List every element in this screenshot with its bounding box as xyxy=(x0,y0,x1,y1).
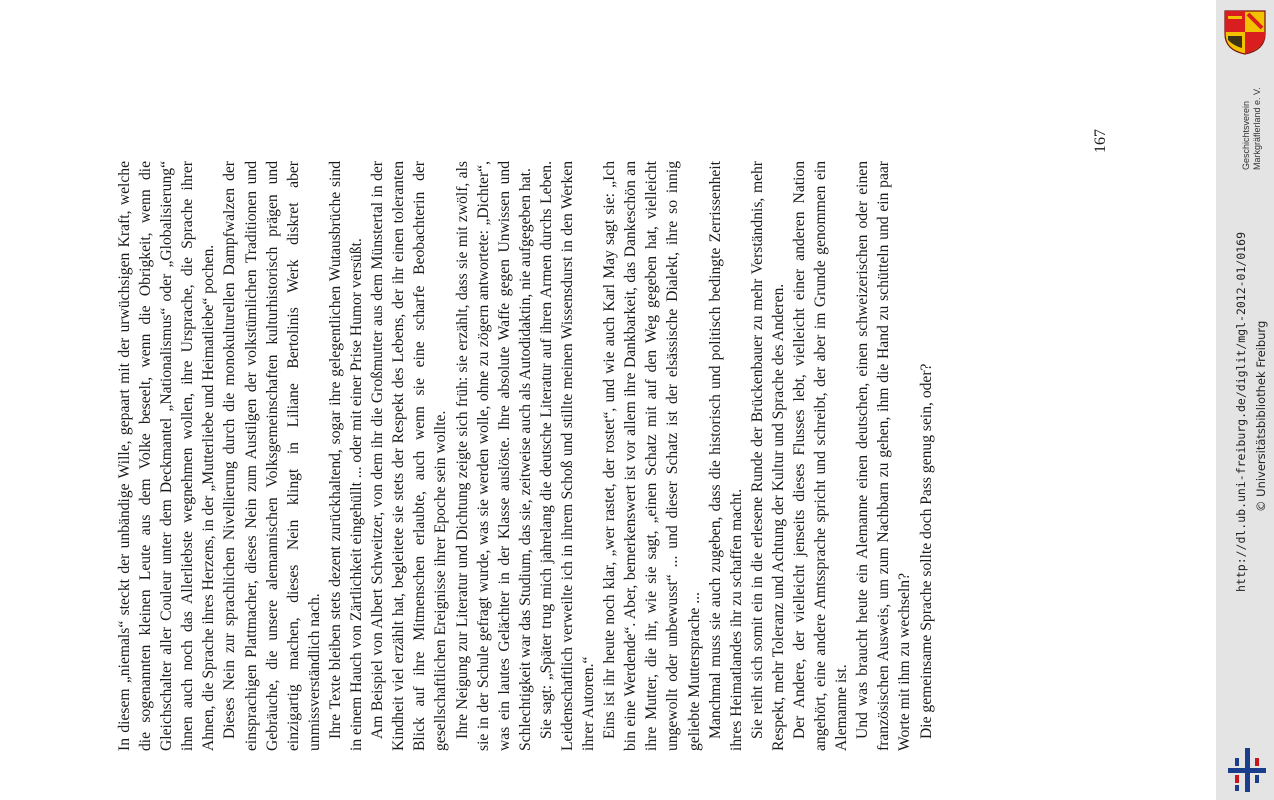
book-page xyxy=(80,47,1110,751)
page-number: 167 xyxy=(1092,129,1109,153)
society-line2: Markgräflerland e. V. xyxy=(1252,87,1262,170)
paragraph: Der Andere, der vielleicht jenseits dieses Flusses lebt, vielleicht einer anderen Nation angehört, eine andere Amtssprache spricht und schreibt, der aber im Grunde genommen ein Alemanne ist. xyxy=(791,161,851,751)
paragraph: Manchmal muss sie auch zugeben, dass die historisch und politisch bedingte Zerrissenheit ihres Heimatlandes ihr zu schaffen macht. xyxy=(706,161,745,751)
paragraph: Eins ist ihr heute noch klar, „wer rastet, der rostet“, und wie auch Karl May sagt sie: „Ich bin eine Werdende“. Aber, bemerkenswert ist vor allem ihre Dankbarkeit, das Dankeschön an ihre Mutter, die ihr, wie sie sagt, „einen Schatz mit auf den Weg gegeben hat, vielleicht ungewollt oder unbewusst“ ... und dieser Schatz ist der elsässische Dialekt, ihre so innig geliebte Muttersprache ... xyxy=(601,161,703,751)
society-label xyxy=(1241,70,1271,170)
society-line1: Geschichtsverein xyxy=(1241,100,1251,170)
paragraph: Und was braucht heute ein Alemanne einen deutschen, einen schweizerischen oder einen französischen Ausweis, um zum Nachbarn zu gehen, ihm die Hand zu schütteln und ein paar Worte mit ihm zu wechseln? xyxy=(854,161,914,751)
copyright-label: © Universitätsbibliothek Freiburg xyxy=(1254,320,1268,512)
paragraph: Ihre Texte bleiben stets dezent zurückhaltend, sogar ihre gelegentlichen Wutausbrüche sind in einem Hauch von Zärtlichkeit eingehüllt ... oder mit einer Prise Humor versüßt. xyxy=(326,161,366,751)
paragraph: Ihre Neigung zur Literatur und Dichtung zeigte sich früh: sie erzählt, dass sie mit zwölf, als sie in der Schule gefragt wurde, was sie werden wolle, ohne zu zögern antwortete: „Dichter“, was ein lautes Gelächter in der Klasse auslöste. Ihre absolute Waffe gegen Unwissen und Schlechtigkeit war das Studium, das sie, zeitweise auch als Autodidaktin, nie aufgegeben hat. xyxy=(453,161,534,751)
paragraph: Am Beispiel von Albert Schweitzer, von dem ihr die Großmutter aus dem Münstertal in der Kindheit viel erzählt hat, begleitete sie stets der Respekt des Lebens, der ihr einen toleranten Blick auf ihre Mitmenschen erlaubte, auch wenn sie eine scharfe Beobachterin der gesellschaftlichen Ereignisse ihrer Epoche sein wollte. xyxy=(369,161,450,751)
source-url-link[interactable]: http://dl.ub.uni-freiburg.de/diglit/mgl-2012-01/0169 xyxy=(1234,231,1248,592)
ub-freiburg-logo-icon xyxy=(1226,748,1268,792)
paragraph: Die gemeinsame Sprache sollte doch Pass genug sein, oder? xyxy=(917,363,935,739)
paragraph: Dieses Nein zur sprachlichen Nivellierung durch die monokulturellen Dampfwalzen der einsprachigen Plattmacher, dieses Nein zum Austilgen der volkstümlichen Traditionen und Gebräuche, die unsere alemannischen Volksgemeinschaften kulturhistorisch prägen und einzigartig machen, dieses Nein klingt in Liliane Bertolinis Werk diskret aber unmissverständlich nach. xyxy=(221,161,323,751)
paragraph: In diesem „niemals“ steckt der unbändige Wille, gepaart mit der urwüchsigen Kraft, welche die sogenannten kleinen Leute aus dem Volke beseelt, wenn die Obrigkeit, wenn die Gleichschalter aller Couleur unter dem Deckmantel „Nationalismus“ oder „Globalisierung“ ihnen auch noch das Allerliebste wegnehmen wollen, ihre Ursprache, die Sprache ihrer Ahnen, die Sprache ihres Herzens, in der „Mutterliebe und Heimatliebe“ pochen. xyxy=(116,161,218,751)
paragraph: Sie sagt: „Später trug mich jahrelang die deutsche Literatur auf ihren Armen durchs Leben. Leidenschaftlich verweilte ich in ihrem Schoß und stillte meinen Wissensdurst in den Werken ihrer Autoren.“ xyxy=(537,161,598,751)
paragraph: Sie reiht sich somit ein in die erlesene Runde der Brückenbauer zu mehr Verständnis, mehr Respekt, mehr Toleranz und Achtung der Kultur und Sprache des Anderen. xyxy=(748,161,787,751)
coat-of-arms-icon xyxy=(1222,8,1268,56)
body-text xyxy=(114,161,1054,751)
